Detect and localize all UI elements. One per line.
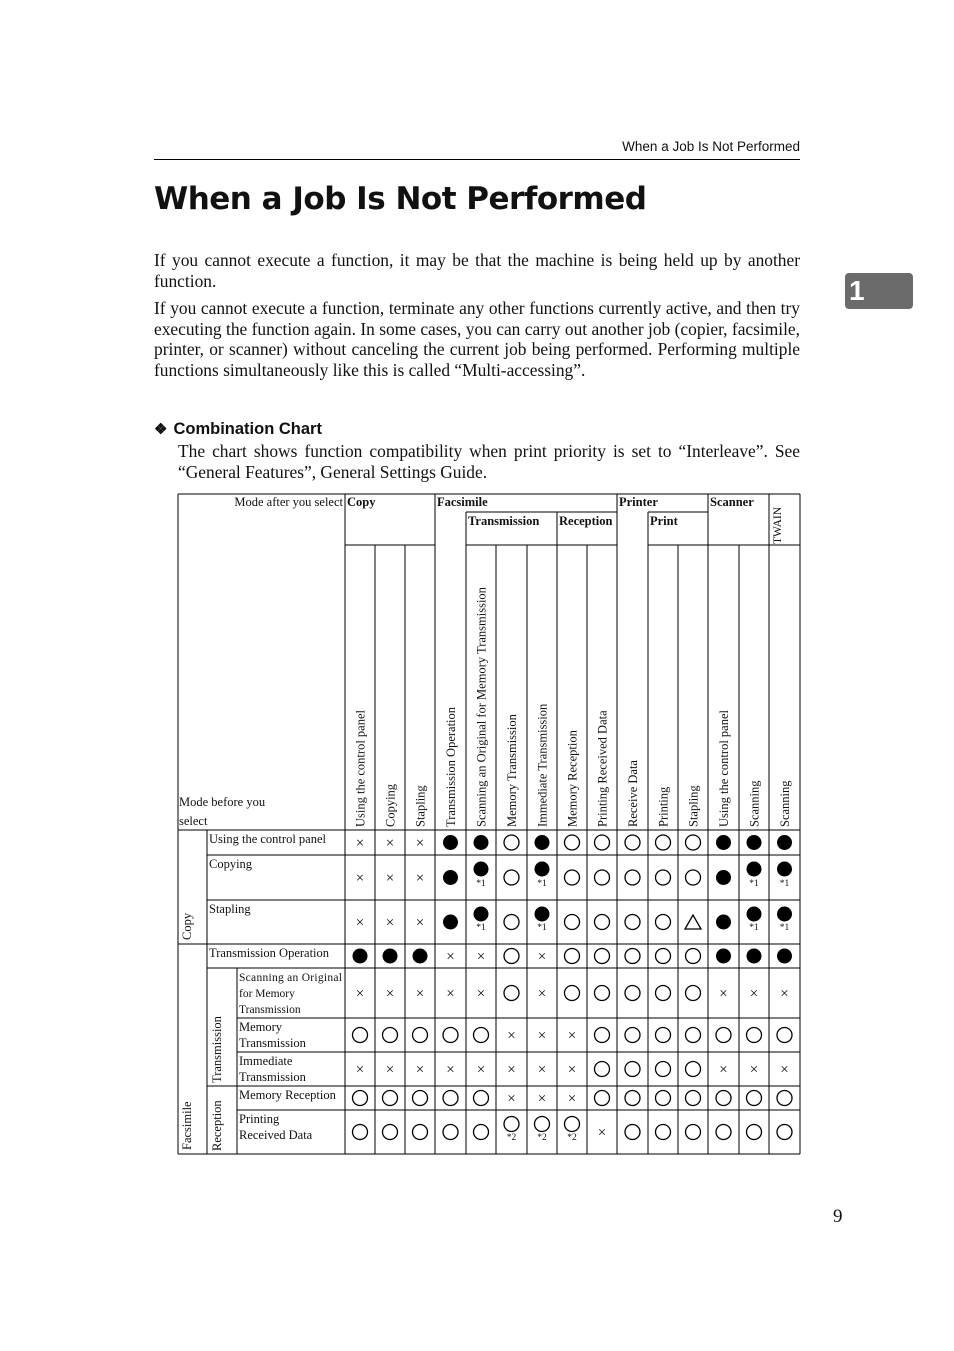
filled-circle-icon (474, 835, 489, 850)
running-header: When a Job Is Not Performed (622, 139, 800, 154)
column-header-label: Scanning (778, 780, 792, 827)
open-circle-icon (656, 1125, 671, 1140)
open-circle-icon (716, 1091, 731, 1106)
triangle-icon (685, 915, 701, 929)
column-header-label: Immediate Transmission (535, 703, 550, 827)
open-circle-icon (686, 1028, 701, 1043)
cross-mark-icon: × (476, 949, 486, 965)
subgroup-label-reception: Reception (559, 514, 613, 528)
open-circle-icon (777, 1125, 792, 1140)
cross-mark-icon: × (415, 835, 425, 852)
open-circle-icon (504, 986, 519, 1001)
open-circle-icon (535, 1117, 550, 1132)
filled-circle-icon (535, 862, 550, 877)
column-header-label: Using the control panel (353, 710, 368, 827)
open-circle-icon (353, 1028, 368, 1043)
cross-mark-icon: × (537, 1062, 547, 1078)
open-circle-icon (595, 1062, 610, 1077)
open-circle-icon (686, 870, 701, 885)
open-circle-icon (747, 1125, 762, 1140)
section-text: The chart shows function compatibility when print priority is set to “Interleave”. See “General Features”, General Settings Guide. (178, 441, 800, 482)
cross-mark-icon: × (476, 986, 486, 1002)
open-circle-icon (656, 949, 671, 964)
row-label: Memory Reception (239, 1088, 336, 1102)
open-circle-icon (595, 986, 610, 1001)
cell-footnote: *2 (537, 1133, 547, 1143)
cell-footnote: *1 (537, 879, 547, 889)
column-header-label: Printing Received Data (595, 710, 610, 827)
open-circle-icon (716, 1125, 731, 1140)
open-circle-icon (777, 1028, 792, 1043)
cross-mark-icon: × (507, 1028, 516, 1044)
open-circle-icon (383, 1125, 398, 1140)
open-circle-icon (504, 1117, 519, 1132)
open-circle-icon (443, 1125, 458, 1140)
group-label-copy: Copy (347, 495, 376, 509)
column-header-label: Stapling (413, 785, 428, 827)
cell-footnote: *1 (749, 923, 759, 933)
group-label-facsimile: Facsimile (437, 495, 488, 509)
row-label: Memory (239, 1020, 283, 1034)
row-label: Printing (239, 1112, 280, 1126)
open-circle-icon (625, 1028, 640, 1043)
filled-circle-icon (747, 949, 762, 964)
column-header-label: Transmission Operation (444, 706, 458, 827)
cross-mark-icon: × (385, 1062, 395, 1078)
cross-mark-icon: × (385, 870, 395, 887)
open-circle-icon (747, 1028, 762, 1043)
filled-circle-icon (747, 835, 762, 850)
open-circle-icon (656, 1028, 671, 1043)
open-circle-icon (565, 949, 580, 964)
column-header-label: Printing (656, 786, 671, 827)
subgroup-label-print: Print (650, 514, 678, 528)
open-circle-icon (625, 1125, 640, 1140)
open-circle-icon (625, 835, 640, 850)
filled-circle-icon (443, 915, 458, 930)
corner-after-label: Mode after you select (234, 495, 343, 509)
cross-mark-icon: × (567, 1091, 577, 1107)
open-circle-icon (777, 1091, 792, 1106)
cross-mark-icon: × (567, 1028, 577, 1044)
row-label: Transmission (239, 1036, 306, 1050)
open-circle-icon (656, 986, 671, 1001)
open-circle-icon (625, 986, 640, 1001)
filled-circle-icon (353, 949, 368, 964)
open-circle-icon (656, 1062, 671, 1077)
cell-footnote: *1 (476, 923, 486, 933)
cross-mark-icon: × (355, 1062, 365, 1078)
cross-mark-icon: × (415, 870, 425, 887)
open-circle-icon (504, 870, 519, 885)
open-circle-icon (565, 835, 580, 850)
row-label: Stapling (209, 902, 251, 916)
cross-mark-icon: × (446, 1062, 455, 1078)
cross-mark-icon: × (537, 949, 547, 965)
row-group-label-reception: Reception (210, 1100, 224, 1151)
open-circle-icon (716, 1028, 731, 1043)
cross-mark-icon: × (446, 949, 455, 965)
cross-mark-icon: × (749, 986, 759, 1002)
cross-mark-icon: × (415, 915, 425, 931)
filled-circle-icon (777, 907, 792, 922)
row-label: Transmission Operation (209, 946, 330, 960)
filled-circle-icon (716, 915, 731, 930)
corner-before-label: Mode before you (179, 795, 266, 809)
open-circle-icon (353, 1125, 368, 1140)
open-circle-icon (656, 915, 671, 930)
open-circle-icon (686, 986, 701, 1001)
cell-footnote: *1 (779, 879, 790, 889)
filled-circle-icon (777, 949, 792, 964)
cross-mark-icon: × (507, 1062, 516, 1078)
open-circle-icon (565, 915, 580, 930)
open-circle-icon (565, 870, 580, 885)
cross-mark-icon: × (415, 1062, 425, 1078)
filled-circle-icon (443, 870, 458, 885)
row-group-label-facsimile: Facsimile (180, 1101, 194, 1150)
filled-circle-icon (777, 862, 792, 877)
group-label-scanner: Scanner (710, 495, 754, 509)
open-circle-icon (625, 1091, 640, 1106)
filled-circle-icon (716, 949, 731, 964)
open-circle-icon (443, 1028, 458, 1043)
cross-mark-icon: × (537, 1091, 547, 1107)
cross-mark-icon: × (446, 986, 455, 1002)
filled-circle-icon (535, 835, 550, 850)
row-label: for Memory (239, 988, 295, 1000)
open-circle-icon (474, 1091, 489, 1106)
column-header-label: Scanning an Original for Memory Transmission (474, 587, 489, 827)
cross-mark-icon: × (355, 835, 365, 852)
open-circle-icon (595, 870, 610, 885)
cross-mark-icon: × (780, 986, 789, 1002)
filled-circle-icon (535, 907, 550, 922)
open-circle-icon (595, 949, 610, 964)
open-circle-icon (565, 1117, 580, 1132)
open-circle-icon (383, 1091, 398, 1106)
cell-footnote: *1 (476, 879, 486, 889)
row-group-label-copy: Copy (180, 912, 194, 940)
open-circle-icon (747, 1091, 762, 1106)
row-label: Transmission (239, 1070, 306, 1084)
column-header-label: Memory Reception (565, 730, 580, 827)
cell-footnote: *2 (567, 1133, 577, 1143)
cell-footnote: *2 (506, 1133, 517, 1143)
filled-circle-icon (474, 862, 489, 877)
cross-mark-icon: × (780, 1062, 789, 1078)
filled-circle-icon (777, 835, 792, 850)
cross-mark-icon: × (355, 915, 365, 931)
section-title: Combination Chart (173, 420, 322, 438)
filled-circle-icon (716, 835, 731, 850)
filled-circle-icon (383, 949, 398, 964)
open-circle-icon (595, 1091, 610, 1106)
row-label: Transmission (239, 1004, 301, 1016)
open-circle-icon (625, 870, 640, 885)
open-circle-icon (413, 1091, 428, 1106)
open-circle-icon (686, 1062, 701, 1077)
chapter-tab: 1 (845, 273, 913, 309)
open-circle-icon (656, 1091, 671, 1106)
column-header-label: Memory Transmission (505, 714, 519, 827)
cross-mark-icon: × (355, 870, 365, 887)
cross-mark-icon: × (749, 1062, 759, 1078)
filled-circle-icon (747, 907, 762, 922)
cell-footnote: *1 (749, 879, 759, 889)
cell-footnote: *1 (537, 923, 547, 933)
column-header-label: Receive Data (626, 760, 640, 827)
page-number: 9 (833, 1206, 843, 1227)
open-circle-icon (474, 1028, 489, 1043)
open-circle-icon (656, 870, 671, 885)
subgroup-label-transmission: Transmission (468, 514, 540, 528)
cross-mark-icon: × (719, 1062, 728, 1078)
cross-mark-icon: × (385, 986, 395, 1002)
cross-mark-icon: × (537, 1028, 547, 1044)
twain-label: TWAIN (772, 506, 784, 544)
cross-mark-icon: × (476, 1062, 486, 1078)
column-header-label: Scanning (747, 780, 762, 827)
column-header-label: Stapling (686, 785, 701, 827)
column-header-label: Using the control panel (717, 710, 731, 827)
filled-circle-icon (443, 835, 458, 850)
filled-circle-icon (474, 907, 489, 922)
cross-mark-icon: × (597, 1125, 607, 1141)
open-circle-icon (686, 1125, 701, 1140)
open-circle-icon (565, 986, 580, 1001)
open-circle-icon (383, 1028, 398, 1043)
filled-circle-icon (747, 862, 762, 877)
open-circle-icon (686, 835, 701, 850)
filled-circle-icon (716, 870, 731, 885)
open-circle-icon (443, 1091, 458, 1106)
intro-paragraph-2: If you cannot execute a function, terminate any other functions currently active, and then try executing the function again. In some cases, you can carry out another job (copier, facsimile, printer, or scanner) without canceling the current job being performed. Performing multiple functions simultaneously like this is called “Multi-accessing”. (154, 298, 800, 381)
cross-mark-icon: × (719, 986, 728, 1002)
row-label: Using the control panel (209, 832, 326, 846)
cross-mark-icon: × (537, 986, 547, 1002)
cross-mark-icon: × (385, 835, 395, 852)
open-circle-icon (686, 1091, 701, 1106)
row-label: Scanning an Original (239, 972, 342, 984)
open-circle-icon (656, 835, 671, 850)
cross-mark-icon: × (385, 915, 395, 931)
row-label: Received Data (239, 1128, 313, 1142)
open-circle-icon (686, 949, 701, 964)
cross-mark-icon: × (415, 986, 425, 1002)
open-circle-icon (413, 1125, 428, 1140)
open-circle-icon (625, 915, 640, 930)
corner-before-label: select (179, 814, 208, 828)
cross-mark-icon: × (507, 1091, 516, 1107)
cell-footnote: *1 (779, 923, 790, 933)
intro-paragraph-1: If you cannot execute a function, it may be that the machine is being held up by another function. (154, 250, 800, 291)
row-label: Copying (209, 857, 253, 871)
page-title: When a Job Is Not Performed (154, 181, 647, 217)
open-circle-icon (595, 915, 610, 930)
column-header-label: Copying (383, 783, 398, 827)
open-circle-icon (625, 949, 640, 964)
row-label: Immediate (239, 1054, 293, 1068)
group-label-printer: Printer (619, 495, 658, 509)
open-circle-icon (595, 1028, 610, 1043)
open-circle-icon (353, 1091, 368, 1106)
open-circle-icon (595, 835, 610, 850)
open-circle-icon (413, 1028, 428, 1043)
open-circle-icon (504, 949, 519, 964)
open-circle-icon (474, 1125, 489, 1140)
filled-circle-icon (413, 949, 428, 964)
open-circle-icon (625, 1062, 640, 1077)
cross-mark-icon: × (567, 1062, 577, 1078)
cross-mark-icon: × (355, 986, 365, 1002)
diamond-bullet-icon: ❖ (154, 421, 168, 438)
row-group-label-transmission: Transmission (210, 1016, 224, 1083)
open-circle-icon (504, 835, 519, 850)
open-circle-icon (504, 915, 519, 930)
